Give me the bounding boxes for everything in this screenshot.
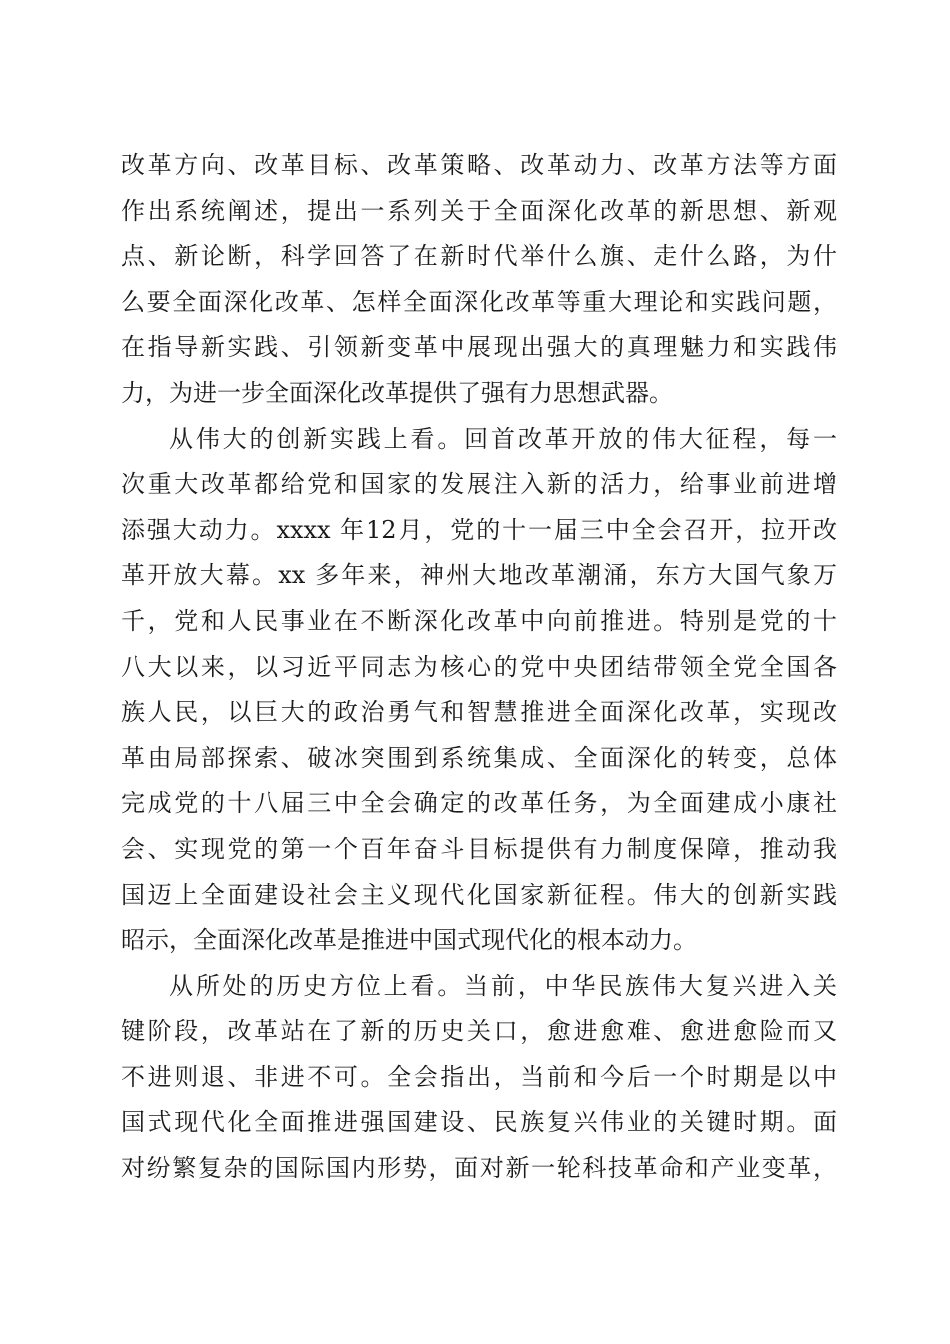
text-line: 国迈上全面建设社会主义现代化国家新征程。伟大的创新实践: [121, 880, 837, 909]
paragraph-start-line: 从伟大的创新实践上看。回首改革开放的伟大征程，每一: [169, 424, 837, 453]
text-line: 国式现代化全面推进强国建设、民族复兴伟业的关键时期。面: [121, 1108, 837, 1137]
text-line: 么要全面深化改革、怎样全面深化改革等重大理论和实践问题，: [121, 287, 837, 316]
text-line: 不进则退、非进不可。全会指出，当前和今后一个时期是以中: [121, 1062, 837, 1091]
text-line: 力，为进一步全面深化改革提供了强有力思想武器。: [121, 378, 673, 407]
text-line: 键阶段，改革站在了新的历史关口，愈进愈难、愈进愈险而又: [121, 1017, 837, 1046]
text-line: 革由局部探索、破冰突围到系统集成、全面深化的转变，总体: [121, 743, 837, 772]
paragraph-start-line: 从所处的历史方位上看。当前，中华民族伟大复兴进入关: [169, 971, 837, 1000]
text-line: 族人民，以巨大的政治勇气和智慧推进全面深化改革，实现改: [121, 698, 837, 727]
text-line: 八大以来，以习近平同志为核心的党中央团结带领全党全国各: [121, 652, 837, 681]
text-line: 昭示，全面深化改革是推进中国式现代化的根本动力。: [121, 926, 697, 955]
text-line: 完成党的十八届三中全会确定的改革任务，为全面建成小康社: [121, 789, 837, 818]
text-line: 革开放大幕。xx 多年来，神州大地改革潮涌，东方大国气象万: [121, 561, 837, 590]
text-line: 在指导新实践、引领新变革中展现出强大的真理魅力和实践伟: [121, 333, 837, 362]
text-line: 次重大改革都给党和国家的发展注入新的活力，给事业前进增: [121, 470, 837, 499]
text-line: 对纷繁复杂的国际国内形势，面对新一轮科技革命和产业变革，: [121, 1154, 837, 1183]
body-text: [121, 143, 837, 1192]
text-line: 作出系统阐述，提出一系列关于全面深化改革的新思想、新观: [121, 196, 837, 225]
text-line: 改革方向、改革目标、改革策略、改革动力、改革方法等方面: [121, 151, 837, 179]
text-line: 会、实现党的第一个百年奋斗目标提供有力制度保障，推动我: [121, 834, 837, 863]
text-line: 点、新论断，科学回答了在新时代举什么旗、走什么路，为什: [121, 242, 837, 271]
text-line: 添强大动力。xxxx 年12月，党的十一届三中全会召开，拉开改: [121, 515, 837, 544]
text-line: 千，党和人民事业在不断深化改革中向前推进。特别是党的十: [121, 606, 837, 635]
